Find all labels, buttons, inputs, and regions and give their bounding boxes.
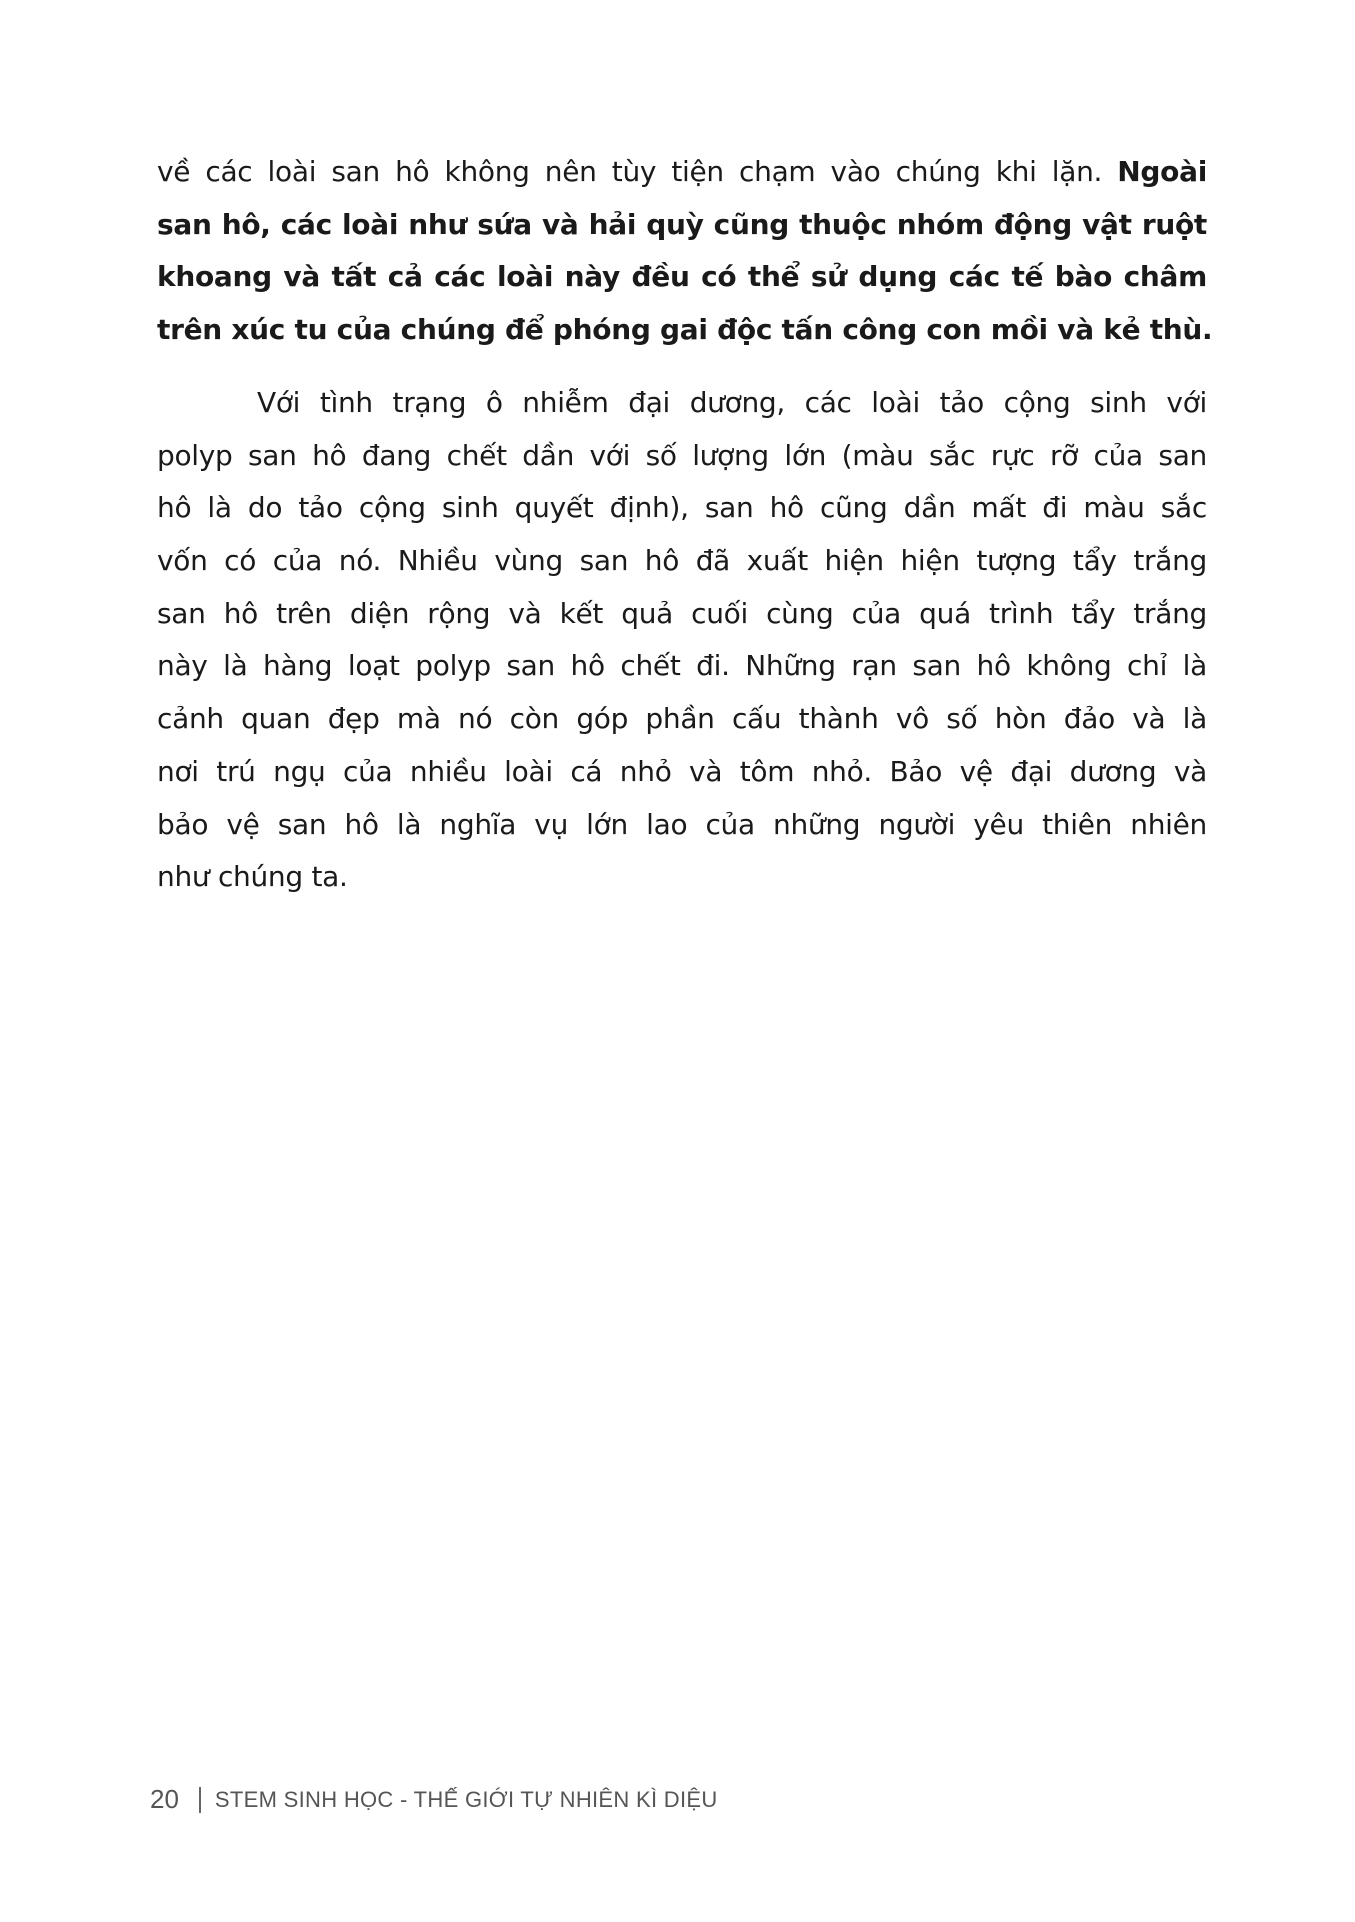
text-line: cảnh quan đẹp mà nó còn góp phần cấu thành vô số hòn đảo và là (157, 702, 1207, 736)
paragraph-1 (157, 146, 1213, 357)
text-bold: Ngoài (1117, 155, 1207, 188)
text-line: nơi trú ngụ của nhiều loài cá nhỏ và tôm nhỏ. Bảo vệ đại dương và (157, 754, 1207, 788)
text-line (157, 146, 1207, 199)
paragraph-2 (157, 377, 1207, 904)
text-line: Với tình trạng ô nhiễm đại dương, các loài tảo cộng sinh với (257, 386, 1207, 419)
text-line: polyp san hô đang chết dần với số lượng lớn (màu sắc rực rỡ của san (157, 438, 1207, 472)
page-number: 20 (150, 1784, 179, 1814)
text-line: hô là do tảo cộng sinh quyết định), san hô cũng dần mất đi màu sắc (157, 491, 1207, 525)
page-footer (150, 1784, 718, 1815)
book-title: STEM SINH HỌC - THẾ GIỚI TỰ NHIÊN KÌ DIỆU (214, 1786, 718, 1812)
text-line: trên xúc tu của chúng để phóng gai độc tấn công con mồi và kẻ thù. (157, 313, 1213, 347)
text-line: khoang và tất cả các loài này đều có thể sử dụng các tế bào châm (157, 260, 1207, 294)
text-line: như chúng ta. (157, 860, 348, 894)
text-line: vốn có của nó. Nhiều vùng san hô đã xuất hiện hiện tượng tẩy trắng (157, 544, 1207, 578)
footer-divider (199, 1787, 201, 1813)
text-line: san hô, các loài như sứa và hải quỳ cũng thuộc nhóm động vật ruột (157, 207, 1207, 241)
text-line: bảo vệ san hô là nghĩa vụ lớn lao của những người yêu thiên nhiên (157, 807, 1207, 841)
text-line: san hô trên diện rộng và kết quả cuối cùng của quá trình tẩy trắng (157, 596, 1207, 630)
text-normal: về các loài san hô không nên tùy tiện chạm vào chúng khi lặn. (157, 155, 1118, 188)
text-line: này là hàng loạt polyp san hô chết đi. Những rạn san hô không chỉ là (157, 649, 1207, 683)
